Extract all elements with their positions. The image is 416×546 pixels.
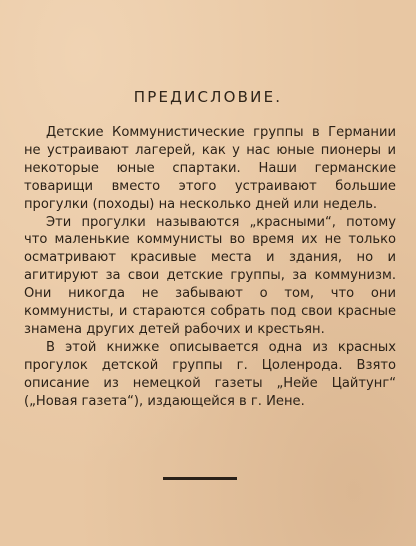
paragraph-1: Детские Коммунистические группы в Германии не устраивают лагерей, как у нас юные пионеры и некоторые юные спартаки. Наши германские товарищи вместо этого устраивают большие прогулки (походы) на несколько дней или недель. — [24, 125, 396, 212]
paragraph-2: Эти прогулки называются „красными“, потому что маленькие коммунисты во время их не только осматривают красивые места и здания, но и агитируют за свои детские группы, за коммунизм. Они никогда не забывают о том, что они коммунисты, и стараются собрать под свои красные знамена других детей рабочих и крестьян. — [24, 214, 396, 337]
closing-divider — [163, 477, 237, 480]
page-title: ПРЕДИСЛОВИЕ. — [133, 88, 283, 106]
preface-text — [24, 124, 396, 411]
paragraph-3: В этой книжке описывается одна из красных прогулок детской группы г. Цоленрода. Взято описание из немецкой газеты „Нейе Цайтунг“ („Новая газета“), издающейся в г. Иене. — [24, 339, 396, 409]
